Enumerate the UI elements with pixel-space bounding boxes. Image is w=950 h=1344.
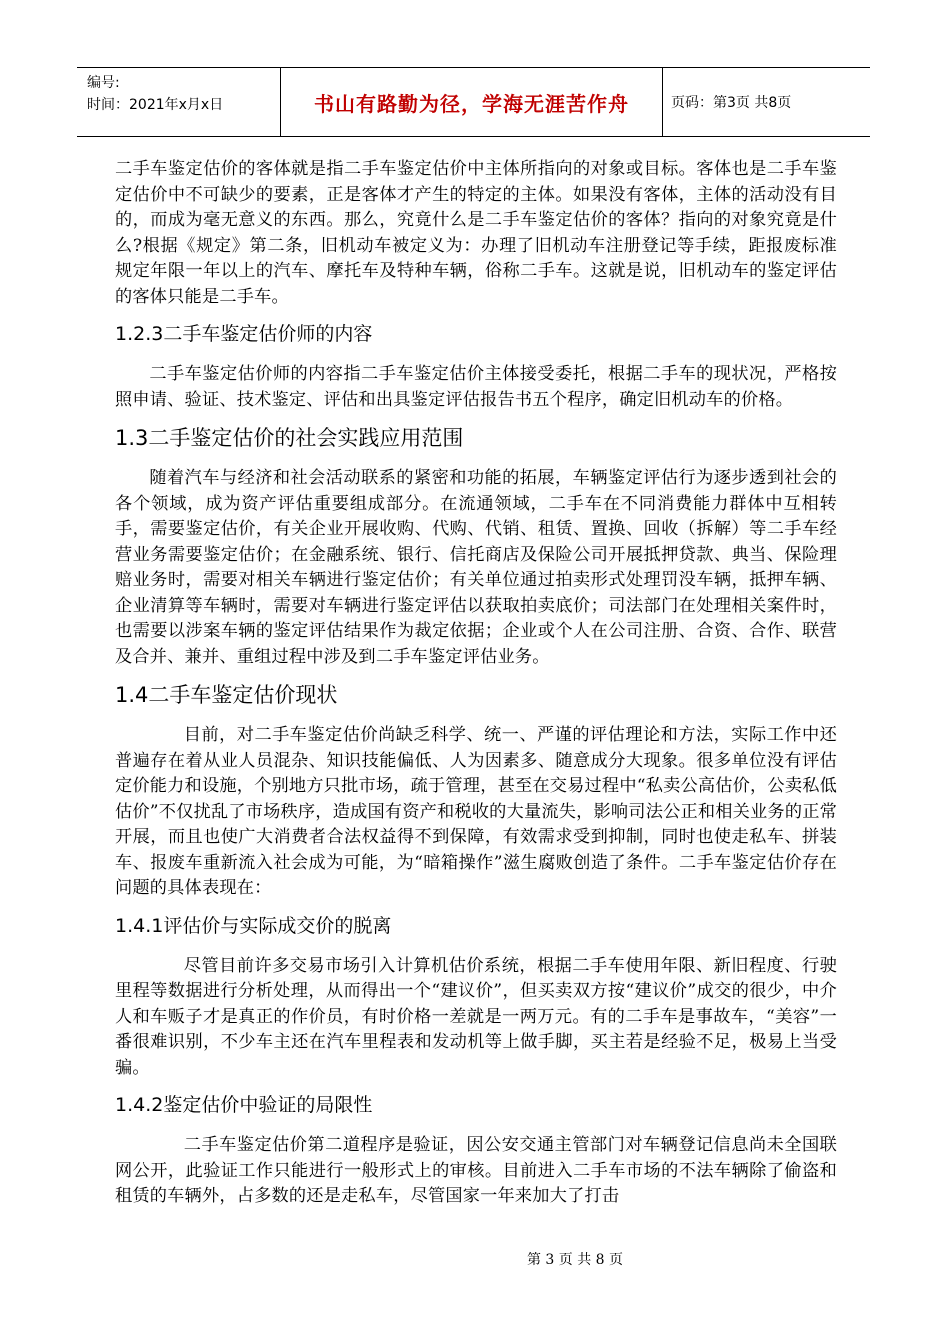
- header-page-cell: [663, 68, 870, 136]
- header-left-cell: [77, 68, 280, 136]
- heading-1-4-2: 1.4.2鉴定估价中验证的局限性: [115, 1094, 373, 1116]
- paragraph-object-definition: 二手车鉴定估价的客体就是指二手车鉴定估价中主体所指向的对象或目标。客体也是二手车鉴定估价中不可缺少的要素，正是客体才产生的特定的主体。如果没有客体，主体的活动没有目的，而成为毫无意义的东西。那么，究竟什么是二手车鉴定估价的客体？指向的对象究竟是什么?根据《规定》第二条，旧机动车被定义为：办理了旧机动车注册登记等手续，距报废标准规定年限一年以上的汽车、摩托车及特种车辆，俗称二手车。这就是说，旧机动车的鉴定评估的客体只能是二手车。: [115, 159, 837, 307]
- paragraph-application-scope: 随着汽车与经济和社会活动联系的紧密和功能的拓展，车辆鉴定评估行为逐步透到社会的各个领域，成为资产评估重要组成部分。在流通领域，二手车在不同消费能力群体中互相转手，需要鉴定估价，有关企业开展收购、代购、代销、租赁、置换、回收（拆解）等二手车经营业务需要鉴定估价；在金融系统、银行、信托商店及保险公司开展抵押贷款、典当、保险理赔业务时，需要对相关车辆进行鉴定估价；有关单位通过拍卖形式处理罚没车辆，抵押车辆、企业清算等车辆时，需要对车辆进行鉴定评估以获取拍卖底价；司法部门在处理相关案件时，也需要以涉案车辆的鉴定评估结果作为裁定依据；企业或个人在公司注册、合资、合作、联营及合并、兼并、重组过程中涉及到二手车鉴定评估业务。: [115, 468, 837, 667]
- header-motto-cell: [280, 68, 663, 136]
- paragraph-verification-limits: 二手车鉴定估价第二道程序是验证，因公安交通主管部门对车辆登记信息尚未全国联网公开，此验证工作只能进行一般形式上的审核。目前进入二手车市场的不法车辆除了偷盗和租赁的车辆外，占多数的还是走私车，尽管国家一年来加大了打击: [115, 1135, 837, 1206]
- heading-1-3: 1.3二手鉴定估价的社会实践应用范围: [115, 426, 464, 450]
- footer-page-number: 第 3 页 共 8 页: [526, 1252, 624, 1268]
- header-table: [77, 67, 870, 137]
- document-body: [115, 157, 837, 1210]
- page-footer: [0, 1249, 950, 1269]
- paragraph-appraiser-content: 二手车鉴定估价师的内容指二手车鉴定估价主体接受委托，根据二手车的现状况，严格按照申请、验证、技术鉴定、评估和出具鉴定评估报告书五个程序，确定旧机动车的价格。: [115, 364, 837, 410]
- heading-1-4-1: 1.4.1评估价与实际成交价的脱离: [115, 914, 392, 937]
- heading-1-4: 1.4二手车鉴定估价现状: [115, 683, 338, 707]
- heading-1-2-3: 1.2.3二手车鉴定估价师的内容: [115, 323, 373, 345]
- header-motto: 书山有路勤为径，学海无涯苦作舟: [314, 91, 629, 116]
- paragraph-price-gap: 尽管目前许多交易市场引入计算机估价系统，根据二手车使用年限、新旧程度、行驶里程等数据进行分析处理，从而得出一个“建议价”，但买卖双方按“建议价”成交的很少，中介人和车贩子才是真正的作价员，有时价格一差就是一两万元。有的二手车是事故车，“美容”一番很难识别，不少车主还在汽车里程表和发动机等上做手脚，买主若是经验不足，极易上当受骗。: [115, 955, 837, 1078]
- header-page-label: 页码：第3页 共8页: [671, 95, 792, 111]
- document-date-label: 时间：2021年x月x日: [87, 97, 224, 113]
- paragraph-current-status: 目前，对二手车鉴定估价尚缺乏科学、统一、严谨的评估理论和方法，实际工作中还普遍存在着从业人员混杂、知识技能偏低、人为因素多、随意成分大现象。很多单位没有评估定价能力和设施，个别地方只批市场，疏于管理，甚至在交易过程中“私卖公高估价，公卖私低估价”不仅扰乱了市场秩序，造成国有资产和税收的大量流失，影响司法公正和相关业务的正常开展，而且也使广大消费者合法权益得不到保障，有效需求受到抑制，同时也使走私车、拼装车、报废车重新流入社会成为可能，为“暗箱操作”滋生腐败创造了条件。二手车鉴定估价存在问题的具体表现在：: [115, 725, 837, 898]
- document-number-label: 编号:: [87, 75, 120, 91]
